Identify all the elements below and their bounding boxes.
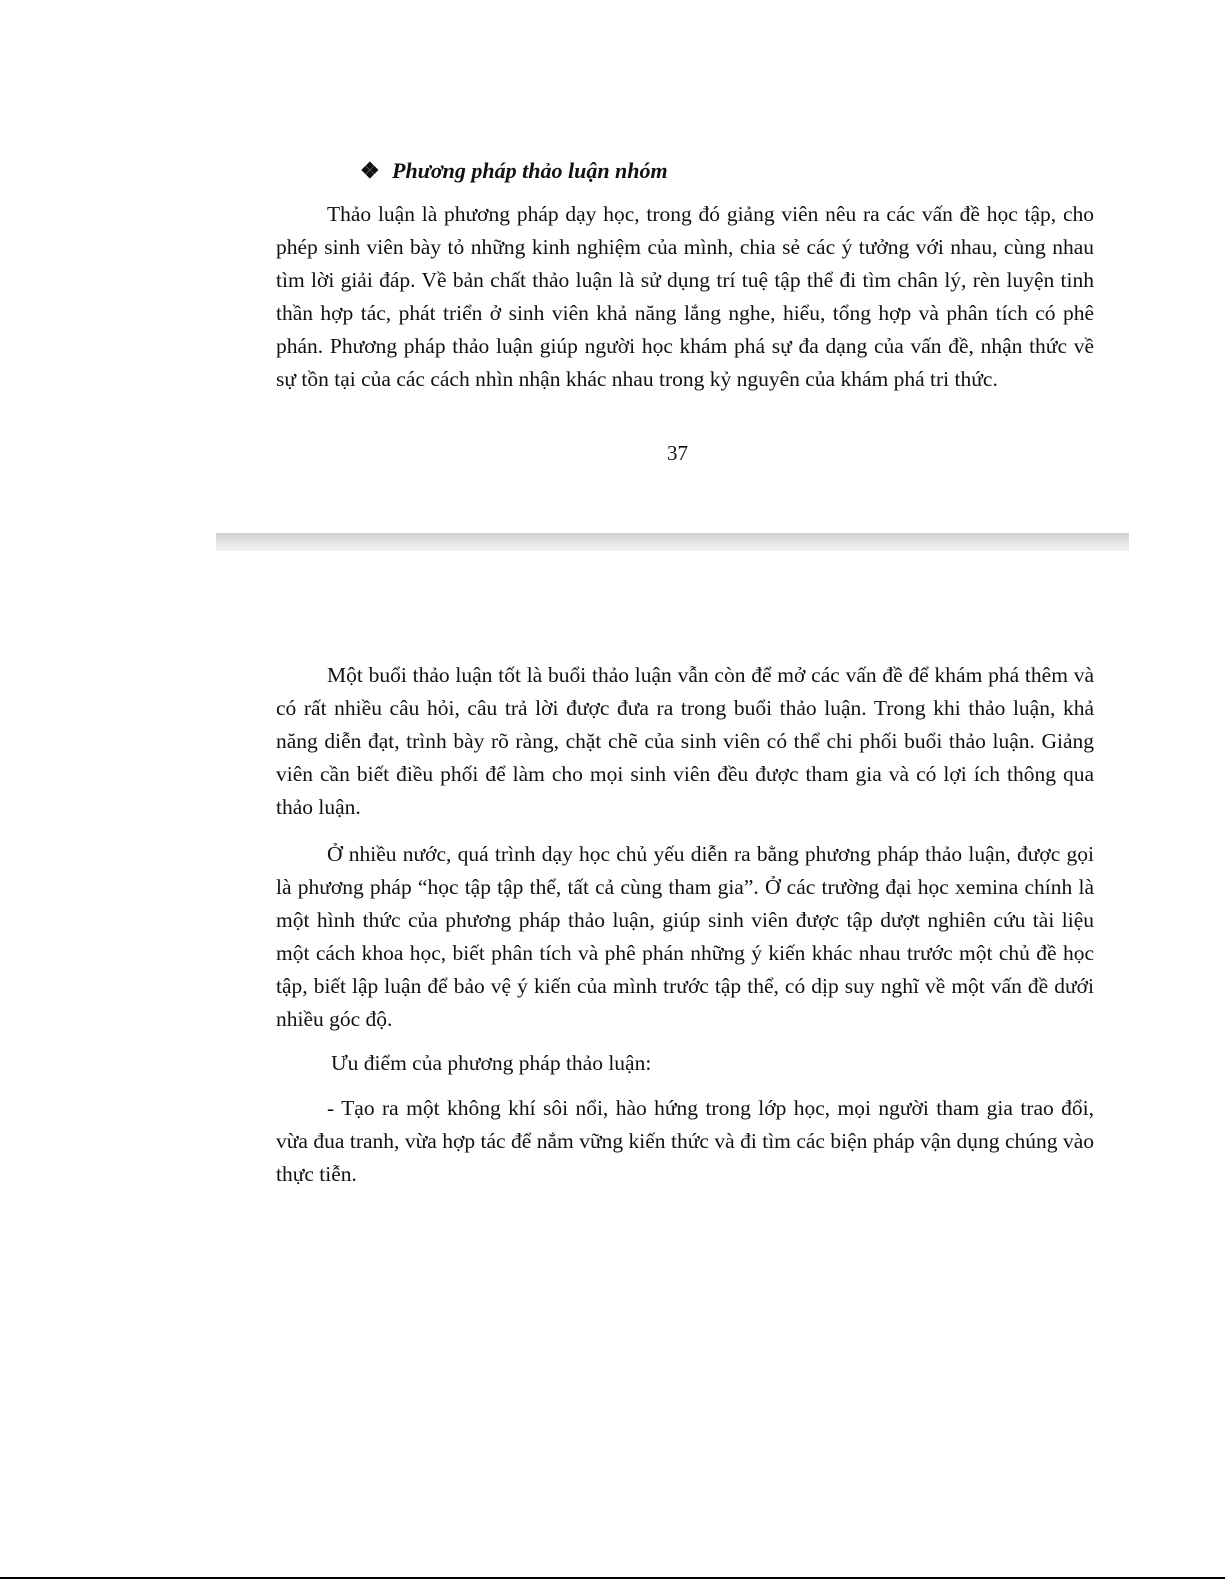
- paragraph-other-countries: Ở nhiều nước, quá trình dạy học chủ yếu diễn ra bằng phương pháp thảo luận, được gọi là phương pháp “học tập tập thể, tất cả cùng tham gia”. Ở các trường đại học xemina chính là một hình thức của phương pháp thảo luận, giúp sinh viên được tập dượt nghiên cứu tài liệu một cách khoa học, biết phân tích và phê phán những ý kiến khác nhau trước một chủ đề học tập, biết lập luận để bảo vệ ý kiến của mình trước tập thể, có dịp suy nghĩ về một vấn đề dưới nhiều góc độ.: [276, 842, 1094, 1031]
- intro-paragraph: Thảo luận là phương pháp dạy học, trong đó giảng viên nêu ra các vấn đề học tập, cho phép sinh viên bày tỏ những kinh nghiệm của mình, chia sẻ các ý tưởng với nhau, cùng nhau tìm lời giải đáp. Về bản chất thảo luận là sử dụng trí tuệ tập thể đi tìm chân lý, rèn luyện tinh thần hợp tác, phát triển ở sinh viên khả năng lắng nghe, hiểu, tổng hợp và phân tích có phê phán. Phương pháp thảo luận giúp người học khám phá sự đa dạng của vấn đề, nhận thức về sự tồn tại của các cách nhìn nhận khác nhau trong kỷ nguyên của khám phá tri thức.: [276, 202, 1094, 391]
- advantages-label: Ưu điểm của phương pháp thảo luận:: [331, 1051, 652, 1075]
- page-separator: [216, 533, 1129, 551]
- section-heading: [360, 156, 668, 186]
- paragraph-good-discussion: Một buổi thảo luận tốt là buổi thảo luận vẫn còn để mở các vấn đề để khám phá thêm và có rất nhiều câu hỏi, câu trả lời được đưa ra trong buổi thảo luận. Trong khi thảo luận, khả năng diễn đạt, trình bày rõ ràng, chặt chẽ của sinh viên có thể chi phối buổi thảo luận. Giảng viên cần biết điều phối để làm cho mọi sinh viên đều được tham gia và có lợi ích thông qua thảo luận.: [276, 663, 1094, 819]
- diamond-bullet-icon: ❖: [360, 158, 380, 183]
- bottom-border: [0, 1577, 1225, 1579]
- page-number: 37: [667, 441, 688, 465]
- advantage-item-1: - Tạo ra một không khí sôi nổi, hào hứng trong lớp học, mọi người tham gia trao đổi, vừa đua tranh, vừa hợp tác để nắm vững kiến thức và đi tìm các biện pháp vận dụng chúng vào thực tiễn.: [276, 1096, 1094, 1186]
- heading-text: Phương pháp thảo luận nhóm: [392, 158, 668, 183]
